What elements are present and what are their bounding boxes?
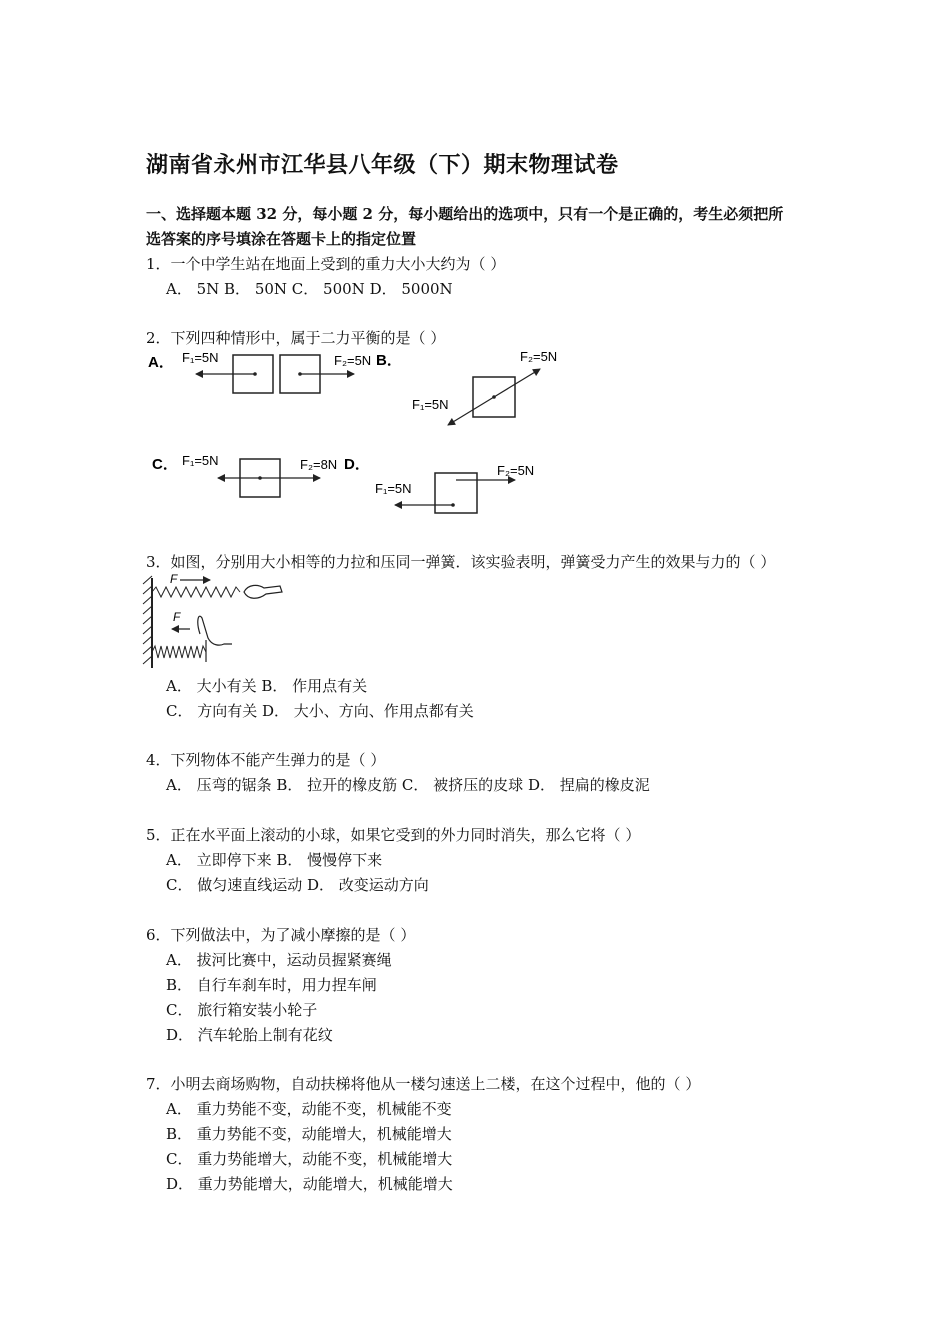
question-7-option-d: D． 重力势能增大，动能增大，机械能增大: [166, 1175, 453, 1193]
question-5-stem: 5．正在水平面上滚动的小球，如果它受到的外力同时消失，那么它将（ ）: [146, 826, 641, 844]
spring-top: [152, 587, 240, 597]
fig-d-box: [435, 473, 477, 513]
spring-bottom: [152, 646, 206, 658]
question-1-options: A． 5N B． 50N C． 500N D． 5000N: [166, 280, 453, 298]
fig-b-label: B．: [376, 352, 402, 369]
section-heading-line1: 一、选择题本题 32 分，每小题 2 分，每小题给出的选项中，只有一个是正确的，考生必须把所: [146, 205, 784, 223]
force-label-bottom: F: [173, 610, 181, 624]
question-4-stem: 4．下列物体不能产生弹力的是（ ）: [146, 751, 386, 769]
hand-push-icon: [198, 616, 232, 662]
question-4-options: A． 压弯的锯条 B． 拉开的橡皮筋 C． 被挤压的皮球 D． 捏扁的橡皮泥: [166, 776, 650, 794]
fig-c-f1: F₁=5N: [182, 453, 219, 468]
fig-b-f1: F₁=5N: [412, 397, 449, 412]
fig-d-label: D．: [344, 456, 370, 473]
fig-c-f2: F₂=8N: [300, 457, 338, 472]
question-3-figure: [140, 572, 290, 670]
fig-a-f1: F₁=5N: [182, 350, 219, 365]
hand-pull-icon: [244, 585, 282, 598]
force-label-top: F: [170, 572, 178, 586]
question-7-option-a: A． 重力势能不变，动能不变，机械能不变: [166, 1100, 452, 1118]
question-5-options-row1: A． 立即停下来 B． 慢慢停下来: [166, 851, 383, 869]
section-heading-line2: 选答案的序号填涂在答题卡上的指定位置: [146, 230, 417, 248]
question-5-options-row2: C． 做匀速直线运动 D． 改变运动方向: [166, 876, 429, 894]
question-6-option-d: D． 汽车轮胎上制有花纹: [166, 1026, 333, 1044]
question-6-option-a: A． 拔河比赛中，运动员握紧赛绳: [166, 951, 392, 969]
question-3-options-row2: C． 方向有关 D． 大小、方向、作用点都有关: [166, 702, 474, 720]
fig-c-label: C．: [152, 456, 178, 473]
question-3-options-row1: A． 大小有关 B． 作用点有关: [166, 677, 368, 695]
question-2-figure: [140, 345, 580, 520]
fig-a-f2: F₂=5N: [334, 353, 372, 368]
question-6-option-c: C． 旅行箱安装小轮子: [166, 1001, 318, 1019]
question-6-option-b: B． 自行车刹车时，用力捏车闸: [166, 976, 377, 994]
question-3-stem: 3．如图，分别用大小相等的力拉和压同一弹簧．该实验表明，弹簧受力产生的效果与力的（ ）: [146, 553, 776, 571]
fig-b-f2: F₂=5N: [520, 349, 558, 364]
fig-b-arrow-up: [494, 369, 540, 397]
page-title: 湖南省永州市江华县八年级（下）期末物理试卷: [146, 152, 619, 178]
fig-d-f1: F₁=5N: [375, 481, 412, 496]
question-7-option-b: B． 重力势能不变，动能增大，机械能增大: [166, 1125, 452, 1143]
question-7-stem: 7．小明去商场购物，自动扶梯将他从一楼匀速送上二楼，在这个过程中，他的（ ）: [146, 1075, 701, 1093]
fig-b-arrow-down: [448, 397, 494, 425]
question-2-stem: 2．下列四种情形中，属于二力平衡的是（ ）: [146, 329, 446, 347]
question-1-stem: 1．一个中学生站在地面上受到的重力大小大约为（ ）: [146, 255, 506, 273]
question-6-stem: 6．下列做法中，为了减小摩擦的是（ ）: [146, 926, 416, 944]
fig-d-f2: F₂=5N: [497, 463, 535, 478]
question-7-option-c: C． 重力势能增大，动能不变，机械能增大: [166, 1150, 453, 1168]
fig-a-label: A．: [148, 354, 174, 371]
